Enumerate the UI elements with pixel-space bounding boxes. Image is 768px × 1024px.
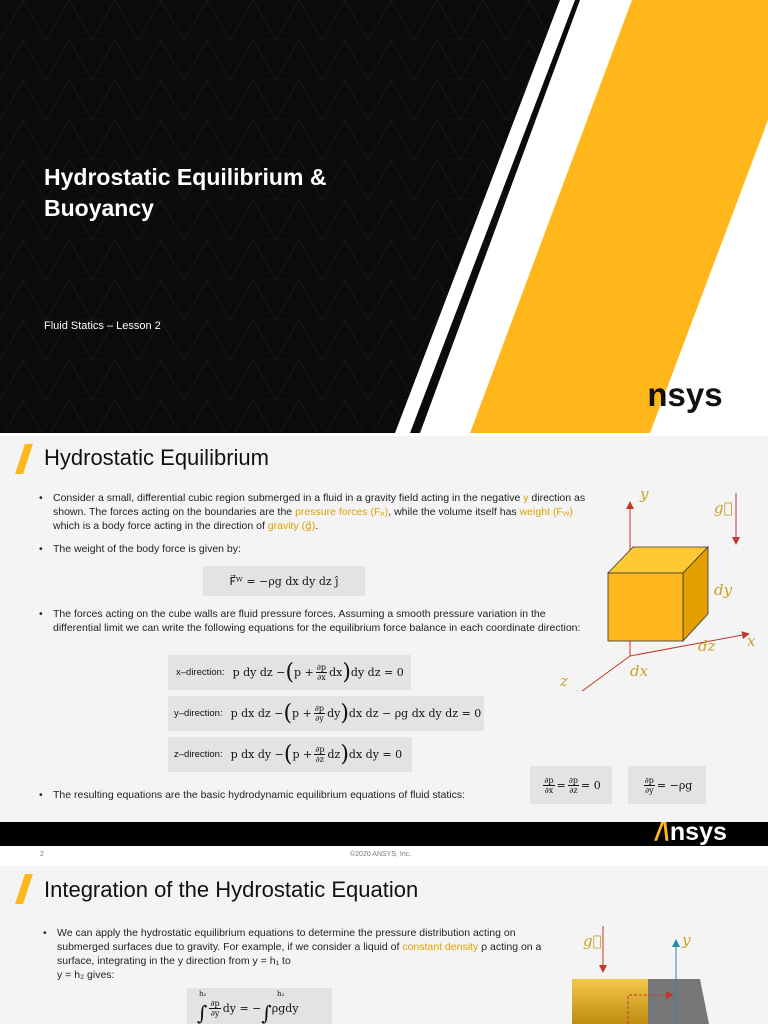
fp-term: (Fₚ): [370, 506, 389, 518]
surface-diagram: [560, 921, 768, 1024]
slide-heading: Hydrostatic Equilibrium: [44, 445, 269, 470]
pressure-forces-term: pressure forces: [295, 506, 368, 518]
equation-term: p dy dz −: [232, 666, 286, 679]
denominator: ∂y: [644, 785, 654, 795]
weight-equation: [203, 566, 365, 596]
fw-term: (Fᵥᵥ): [552, 506, 574, 518]
constant-density-term: constant density: [402, 941, 479, 953]
bullet-text: , while the volume itself has: [388, 506, 517, 518]
content-slide-3: [0, 866, 768, 1024]
bullet-dot: •: [39, 608, 43, 620]
equation-term: dy = −: [222, 1001, 262, 1015]
denominator: ∂z: [315, 755, 325, 764]
paren-open: (: [283, 700, 293, 726]
bullet-dot: •: [39, 543, 43, 555]
equation-term: dx dz − ρg dx dy dz = 0: [348, 707, 482, 720]
heading-accent: [15, 874, 33, 904]
content-slide-2: [0, 436, 768, 846]
z-label: z: [560, 672, 568, 690]
copyright: ©2020 ANSYS, Inc.: [350, 851, 412, 858]
numerator: ∂p: [315, 745, 325, 754]
numerator: ∂p: [568, 775, 579, 785]
logo-mark: /\: [655, 818, 669, 846]
denominator: ∂y: [210, 1008, 220, 1018]
cube-diagram: [548, 481, 768, 691]
paren-close: ): [340, 741, 349, 767]
denominator: ∂x: [544, 785, 554, 795]
x-label: x: [747, 632, 756, 650]
partial-fraction: [314, 745, 325, 764]
bullet-1: [39, 491, 593, 533]
bullet-3: [39, 607, 593, 635]
logo-text: nsys: [647, 376, 723, 413]
numerator: ∂p: [314, 704, 325, 713]
paren-open: (: [283, 741, 293, 767]
bullet-text: The resulting equations are the basic hydrodynamic equilibrium equations of fluid statics:: [53, 789, 466, 801]
partial-fraction: [568, 776, 579, 795]
equation-term: dx dy = 0: [348, 748, 403, 761]
result-equation-y: [628, 766, 706, 804]
bullet-4: [39, 788, 466, 802]
bullet-text: y = h₂ gives:: [57, 969, 115, 981]
bullet-dot: •: [43, 927, 47, 939]
equation-label: z–direction:: [174, 749, 223, 760]
y-label: y: [640, 485, 649, 503]
equation-term: p +: [292, 707, 312, 720]
paren-close: ): [342, 659, 351, 685]
slide-title: Hydrostatic Equilibrium & Buoyancy: [44, 164, 327, 221]
equation-label: x–direction:: [176, 667, 225, 678]
z-axis: [574, 656, 630, 691]
title-slide: [0, 0, 768, 433]
bullet-text: .: [315, 520, 319, 532]
slide-heading: Integration of the Hydrostatic Equation: [44, 877, 419, 902]
dz-label: dz: [698, 637, 716, 655]
slide-subtitle: Fluid Statics – Lesson 2: [44, 320, 161, 332]
equals-sign: =: [556, 778, 566, 792]
bullet-text: The weight of the body force is given by:: [53, 543, 241, 555]
paren-open: (: [285, 659, 295, 685]
ansys-logo: [628, 376, 723, 414]
logo-mark: /\: [628, 376, 647, 413]
z-direction-equation: [168, 737, 412, 772]
numerator: ∂p: [644, 775, 654, 785]
ansys-footer-logo: [655, 818, 727, 847]
cube-front: [608, 573, 683, 641]
partial-fraction: [316, 663, 327, 682]
y-direction-equation: [168, 696, 484, 731]
paren-close: ): [340, 700, 349, 726]
bullet-text: ρ acting on a surface, integrating in the y direction from y = h₁ to: [57, 941, 542, 967]
bullet-text: Consider a small, differential cubic region submerged in a fluid in a gravity field acting in the negative: [53, 492, 521, 504]
weight-term: weight: [519, 506, 550, 518]
g-label: g⃗: [714, 499, 733, 517]
heading-accent: [15, 444, 33, 474]
equation-term: dx: [329, 666, 343, 679]
logo-text: nsys: [669, 818, 727, 846]
equation-term: p +: [292, 748, 313, 761]
g-label: g⃗: [583, 932, 602, 950]
numerator: ∂p: [544, 775, 554, 785]
bullet-dot: •: [39, 492, 43, 504]
equation-label: y–direction:: [174, 708, 223, 719]
integral-sign: ∫: [261, 1001, 272, 1024]
page-number: 2: [40, 851, 44, 858]
page-info-bar: [0, 846, 768, 866]
bullet-dot: •: [39, 789, 43, 801]
dx-label: dx: [630, 662, 649, 680]
denominator: ∂x: [317, 673, 326, 682]
bullet-1: [43, 926, 542, 982]
y-label: y: [682, 931, 691, 949]
equation-term: ρgdy: [271, 1001, 299, 1015]
partial-fraction: [543, 776, 554, 795]
bullet-text: We can apply the hydrostatic equilibrium equations to determine the pressure distribution acting on submerged surfaces due to gravity. For example, if we consider a liquid of: [57, 927, 516, 953]
partial-fraction: [314, 704, 325, 723]
integral-equation: [187, 988, 332, 1024]
upper-limit: h₂: [199, 990, 207, 998]
equation-term: = 0: [581, 778, 601, 792]
denominator: ∂y: [315, 714, 324, 723]
partial-fraction: [209, 999, 220, 1018]
result-equation-xz: [530, 766, 612, 804]
gravity-term: gravity: [267, 520, 299, 532]
bullet-2: [39, 542, 241, 556]
x-direction-equation: [168, 655, 411, 690]
denominator: ∂z: [569, 785, 578, 795]
bullet-text: which is a body force acting in the direction of: [53, 520, 265, 532]
upper-limit: h₂: [277, 990, 285, 998]
equation-term: = −ρg: [656, 778, 693, 792]
equation-term: dz: [327, 748, 341, 761]
dy-label: dy: [714, 581, 733, 599]
y-term: y: [523, 492, 529, 504]
g-term: (g⃗): [301, 520, 316, 532]
equation-term: dy: [327, 707, 341, 720]
bullet-text: The forces acting on the cube walls are fluid pressure forces. Assuming a smooth pressure variation in the differential limit we can write the following equations for the equilibrium force balance in each coordinate direction:: [53, 608, 581, 634]
numerator: ∂p: [316, 663, 327, 672]
surface-wall: [648, 979, 710, 1024]
integral-sign: ∫: [197, 1001, 208, 1024]
slide-footer: [0, 818, 768, 846]
equation-term: p +: [294, 666, 314, 679]
equation-term: p dx dy −: [230, 748, 284, 761]
equation-term: dy dz = 0: [350, 666, 404, 679]
bullet-text: direction as shown. The forces acting on the boundaries are the: [53, 492, 586, 518]
numerator: ∂p: [210, 998, 220, 1008]
equation-text: F⃗ᵂ = −ρg dx dy dz ĵ: [229, 574, 339, 588]
equation-term: p dx dz −: [230, 707, 284, 720]
partial-fraction: [644, 776, 655, 795]
